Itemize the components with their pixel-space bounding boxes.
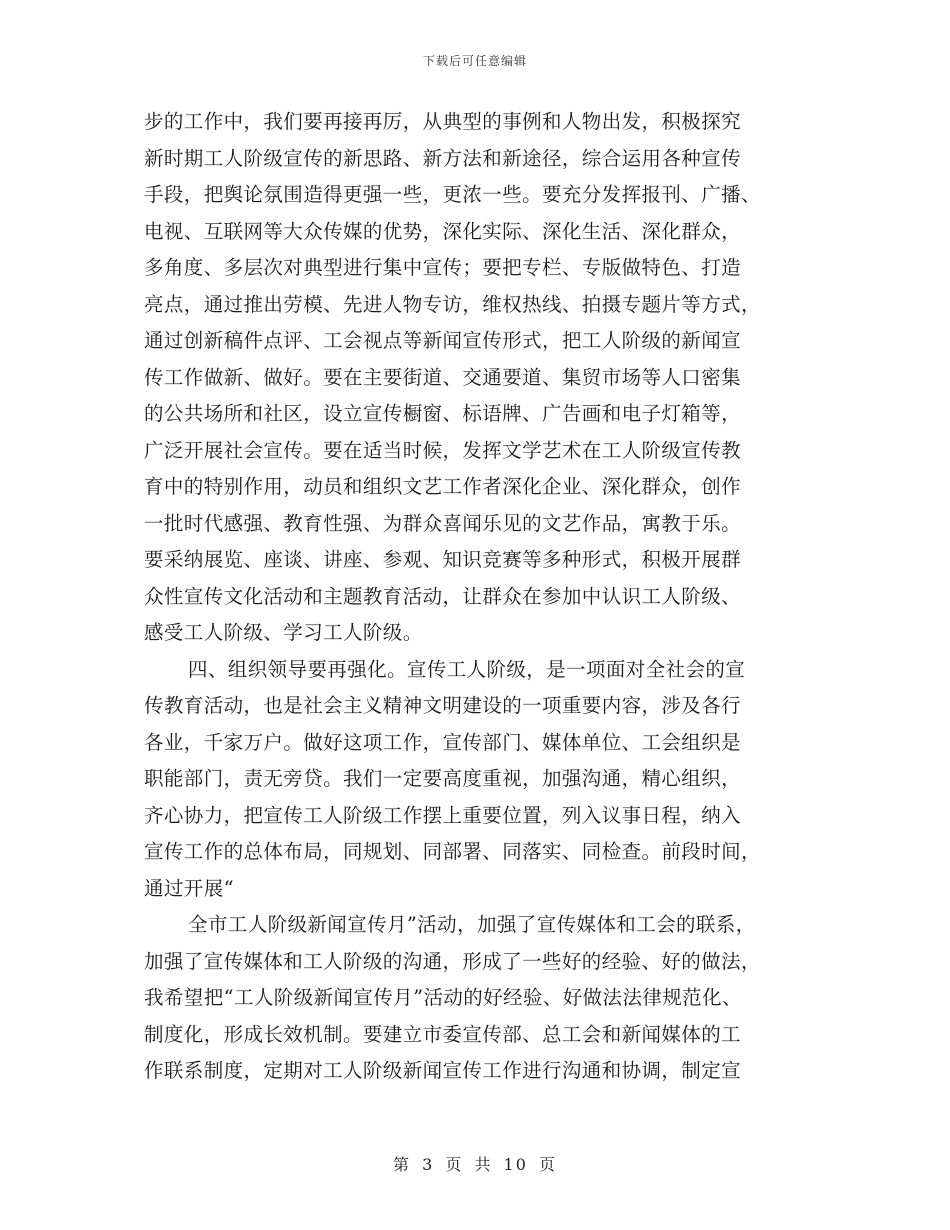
text-line: 要采纳展览、座谈、讲座、参观、知识竞赛等多种形式，积极开展群 <box>144 548 742 571</box>
text-line: 作联系制度，定期对工人阶级新闻宣传工作进行沟通和协调，制定宣 <box>144 1059 742 1082</box>
text-line: 传教育活动，也是社会主义精神文明建设的一项重要内容，涉及各行 <box>144 694 742 717</box>
text-line: 电视、互联网等大众传媒的优势，深化实际、深化生活、深化群众， <box>144 219 742 243</box>
body-text <box>144 104 808 1090</box>
text-line: 育中的特别作用，动员和组织文艺工作者深化企业、深化群众，创作 <box>144 475 742 498</box>
text-line: 职能部门，责无旁贷。我们一定要高度重视，加强沟通，精心组织， <box>144 767 742 790</box>
text-line: 各业，千家万户。做好这项工作，宣传部门、媒体单位、工会组织是 <box>144 730 742 754</box>
page-footer: 第 3 页 共 10 页 <box>393 1155 557 1174</box>
text-line: 的公共场所和社区，设立宣传橱窗、标语牌、广告画和电子灯箱等， <box>144 402 742 425</box>
text-line: 齐心协力，把宣传工人阶级工作摆上重要位置，列入议事日程，纳入 <box>144 803 742 827</box>
text-line: 感受工人阶级、学习工人阶级。 <box>144 621 423 644</box>
text-line: 一批时代感强、教育性强、为群众喜闻乐见的文艺作品，寓教于乐。 <box>144 511 742 535</box>
text-line: 制度化，形成长效机制。要建立市委宣传部、总工会和新闻媒体的工 <box>144 1022 742 1046</box>
page-header: 下载后可任意编辑 <box>422 54 527 68</box>
text-line: 全市工人阶级新闻宣传月”活动，加强了宣传媒体和工会的联系， <box>188 913 756 936</box>
text-line: 新时期工人阶级宣传的新思路、新方法和新途径，综合运用各种宣传 <box>144 146 742 170</box>
text-line: 我希望把“工人阶级新闻宣传月”活动的好经验、好做法法律规范化、 <box>144 986 742 1009</box>
text-line: 广泛开展社会宣传。要在适当时候，发挥文学艺术在工人阶级宣传教 <box>144 438 742 462</box>
text-line: 加强了宣传媒体和工人阶级的沟通，形成了一些好的经验、好的做法， <box>144 949 761 973</box>
text-line: 亮点，通过推出劳模、先进人物专访，维权热线、拍摄专题片等方式， <box>144 292 761 316</box>
text-line: 众性宣传文化活动和主题教育活动，让群众在参加中认识工人阶级、 <box>144 584 742 608</box>
text-line: 宣传工作的总体布局，同规划、同部署、同落实、同检查。前段时间， <box>144 840 761 863</box>
text-line: 四、组织领导要再强化。宣传工人阶级，是一项面对全社会的宣 <box>188 657 746 681</box>
text-line: 手段，把舆论氛围造得更强一些，更浓一些。要充分发挥报刊、广播、 <box>144 183 761 206</box>
text-line: 传工作做新、做好。要在主要街道、交通要道、集贸市场等人口密集 <box>144 365 742 389</box>
text-line: 步的工作中，我们要再接再厉，从典型的事例和人物出发，积极探究 <box>144 110 742 133</box>
text-line: 通过开展“ <box>144 876 234 900</box>
text-line: 通过创新稿件点评、工会视点等新闻宣传形式，把工人阶级的新闻宣 <box>144 329 742 352</box>
text-line: 多角度、多层次对典型进行集中宣传；要把专栏、专版做特色、打造 <box>144 256 742 279</box>
